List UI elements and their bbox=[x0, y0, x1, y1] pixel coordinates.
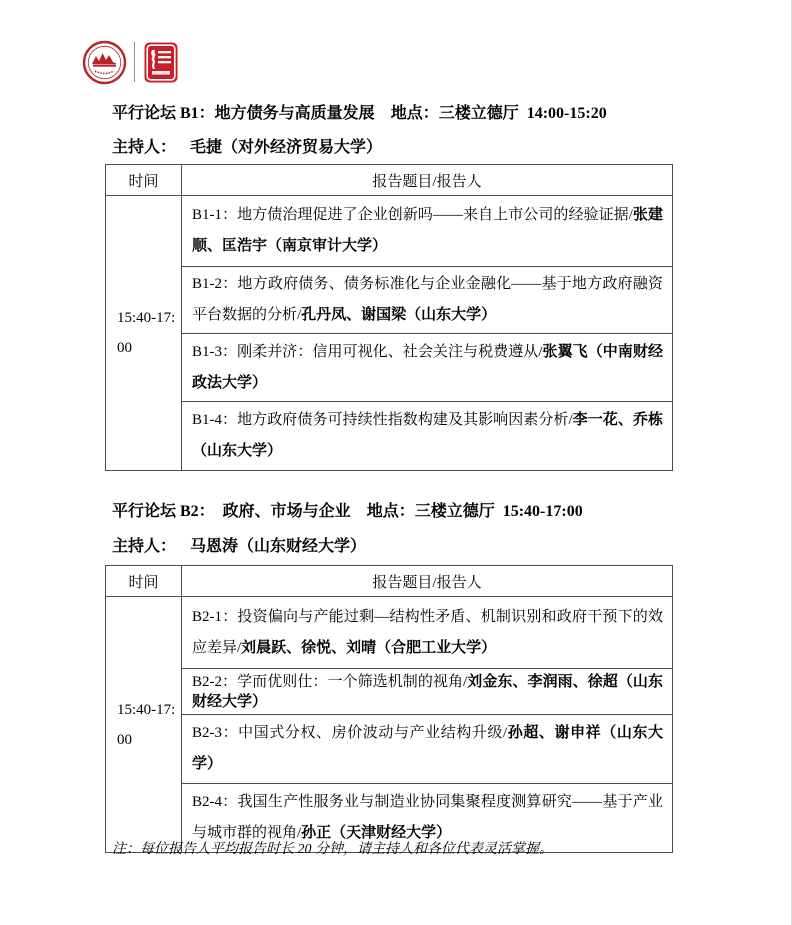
session-b2-location: 地点：三楼立德厅 bbox=[366, 503, 495, 520]
report-title: B1-2：地方政府债务、债务标准化与企业金融化——基于地方政府融资平台数据的分析/ bbox=[192, 276, 663, 323]
report-title: B1-3：刚柔并济：信用可视化、社会关注与税费遵从/ bbox=[192, 343, 543, 360]
table-row bbox=[106, 597, 673, 669]
university-seal-icon bbox=[82, 40, 127, 85]
session-b1-name: 平行论坛 B1：地方债务与高质量发展 bbox=[112, 105, 375, 122]
report-presenters: 孔丹凤、谢国梁（山东大学） bbox=[301, 307, 497, 323]
report-title: B2-3：中国式分权、房价波动与产业结构升级/ bbox=[192, 725, 508, 741]
moderator-name: 毛捷（对外经济贸易大学） bbox=[190, 139, 383, 156]
report-presenters: 李一花、乔栋（山东大学） bbox=[192, 412, 663, 459]
report-presenters: 孙正（天津财经大学） bbox=[301, 825, 452, 841]
session-b1-time: 14:00-15:20 bbox=[526, 105, 607, 122]
table-row bbox=[106, 402, 673, 471]
table-row bbox=[106, 669, 673, 715]
table-row bbox=[106, 196, 673, 267]
report-cell bbox=[182, 715, 673, 784]
time-cell: 15:40-17:00 bbox=[106, 597, 182, 853]
report-presenters: 张建顺、匡浩宇（南京审计大学） bbox=[192, 207, 663, 254]
session-b1-moderator bbox=[112, 134, 692, 157]
session-b2-title bbox=[112, 498, 692, 521]
session-b2-schedule-table bbox=[105, 565, 673, 853]
report-title: B1-1：地方债治理促进了企业创新吗——来自上市公司的经验证据/ bbox=[192, 207, 633, 223]
report-presenters: 刘晨跃、徐悦、刘晴（合肥工业大学） bbox=[241, 639, 497, 656]
logo-divider bbox=[134, 42, 135, 82]
session-b2-time: 15:40-17:00 bbox=[502, 503, 583, 520]
moderator-label: 主持人： bbox=[112, 139, 177, 156]
report-presenters: 孙超、谢申祥（山东大学） bbox=[192, 725, 663, 772]
report-cell bbox=[182, 196, 673, 267]
session-b1-schedule-table bbox=[105, 164, 673, 471]
table-row bbox=[106, 267, 673, 334]
moderator-label: 主持人： bbox=[112, 538, 177, 555]
report-title: B2-4：我国生产性服务业与制造业协同集聚程度测算研究——基于产业与城市群的视角/ bbox=[192, 794, 663, 841]
institute-seal-icon bbox=[144, 42, 178, 83]
table-row bbox=[106, 715, 673, 784]
time-cell: 15:40-17:00 bbox=[106, 196, 182, 471]
report-title: B2-2：学而优则仕：一个筛选机制的视角/ bbox=[192, 673, 468, 690]
table-row bbox=[106, 334, 673, 402]
moderator-name: 马恩涛（山东财经大学） bbox=[190, 538, 367, 555]
column-header-report: 报告题目/报告人 bbox=[182, 566, 673, 597]
session-b1-title bbox=[112, 100, 692, 123]
report-presenters: 刘金东、李润雨、徐超（山东财经大学） bbox=[192, 673, 663, 710]
report-cell bbox=[182, 669, 673, 715]
report-cell bbox=[182, 267, 673, 334]
column-header-time: 时间 bbox=[106, 566, 182, 597]
report-cell bbox=[182, 597, 673, 669]
footnote: 注：每位报告人平均报告时长 20 分钟，请主持人和各位代表灵活掌握。 bbox=[112, 842, 553, 857]
column-header-time: 时间 bbox=[106, 165, 182, 196]
header-logos bbox=[82, 38, 178, 86]
report-title: B2-1：投资偏向与产能过剩—结构性矛盾、机制识别和政府干预下的效应差异/ bbox=[192, 608, 663, 656]
session-b1-location: 地点：三楼立德厅 bbox=[390, 105, 519, 122]
report-cell bbox=[182, 402, 673, 471]
column-header-report: 报告题目/报告人 bbox=[182, 165, 673, 196]
report-title: B1-4：地方政府债务可持续性指数构建及其影响因素分析/ bbox=[192, 412, 573, 428]
session-b2-name: 平行论坛 B2： 政府、市场与企业 bbox=[112, 503, 351, 520]
report-presenters: 张翼飞（中南财经政法大学） bbox=[192, 343, 663, 391]
report-cell bbox=[182, 334, 673, 402]
session-b2-moderator bbox=[112, 533, 692, 556]
